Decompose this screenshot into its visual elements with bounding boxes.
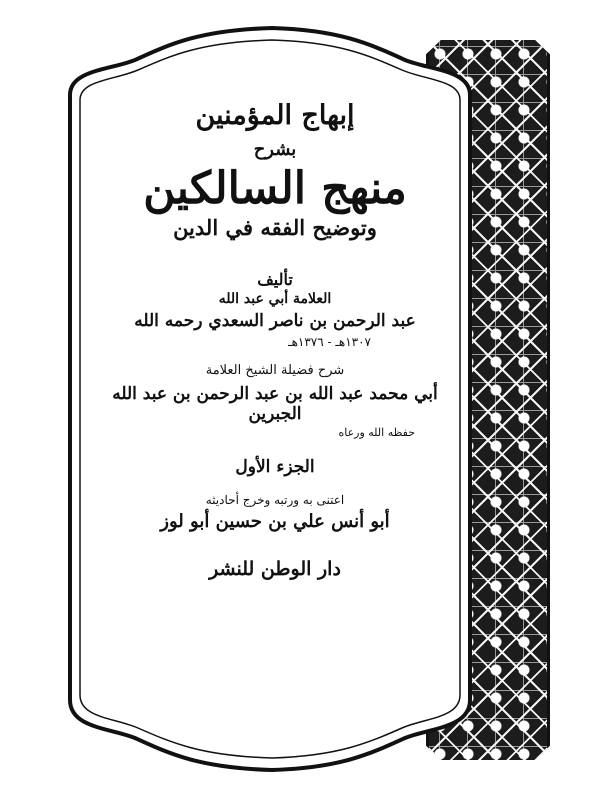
bisharh-label: بشرح [253,139,297,160]
author-label: تأليف [257,269,293,289]
series-title: إبهاج المؤمنين [195,100,355,131]
book-subtitle: وتوضيح الفقه في الدين [173,214,377,240]
volume-label: الجزء الأول [235,456,315,477]
book-main-title: منهج السالكين [143,163,407,214]
commentary-label: شرح فضيلة الشيخ العلامة [205,362,345,378]
commentator-prayer: حفظه الله ورعاه [338,425,415,439]
author-dates: ١٣٠٧هـ - ١٣٧٦هـ [288,334,371,349]
publisher-name: دار الوطن للنشر [209,557,341,580]
editor-name: أبو أنس علي بن حسين أبو لوز [160,510,390,532]
author-name: عبد الرحمن بن ناصر السعدي رحمه الله [134,310,416,331]
edited-label: اعتنى به ورتبه وخرج أحاديثه [205,492,345,507]
commentator-name: أبي محمد عبد الله بن عبد الرحمن بن عبد الله الجبرين [112,383,438,424]
cover-text-block [95,92,455,692]
author-epithet: العلامة أبي عبد الله [218,290,332,307]
